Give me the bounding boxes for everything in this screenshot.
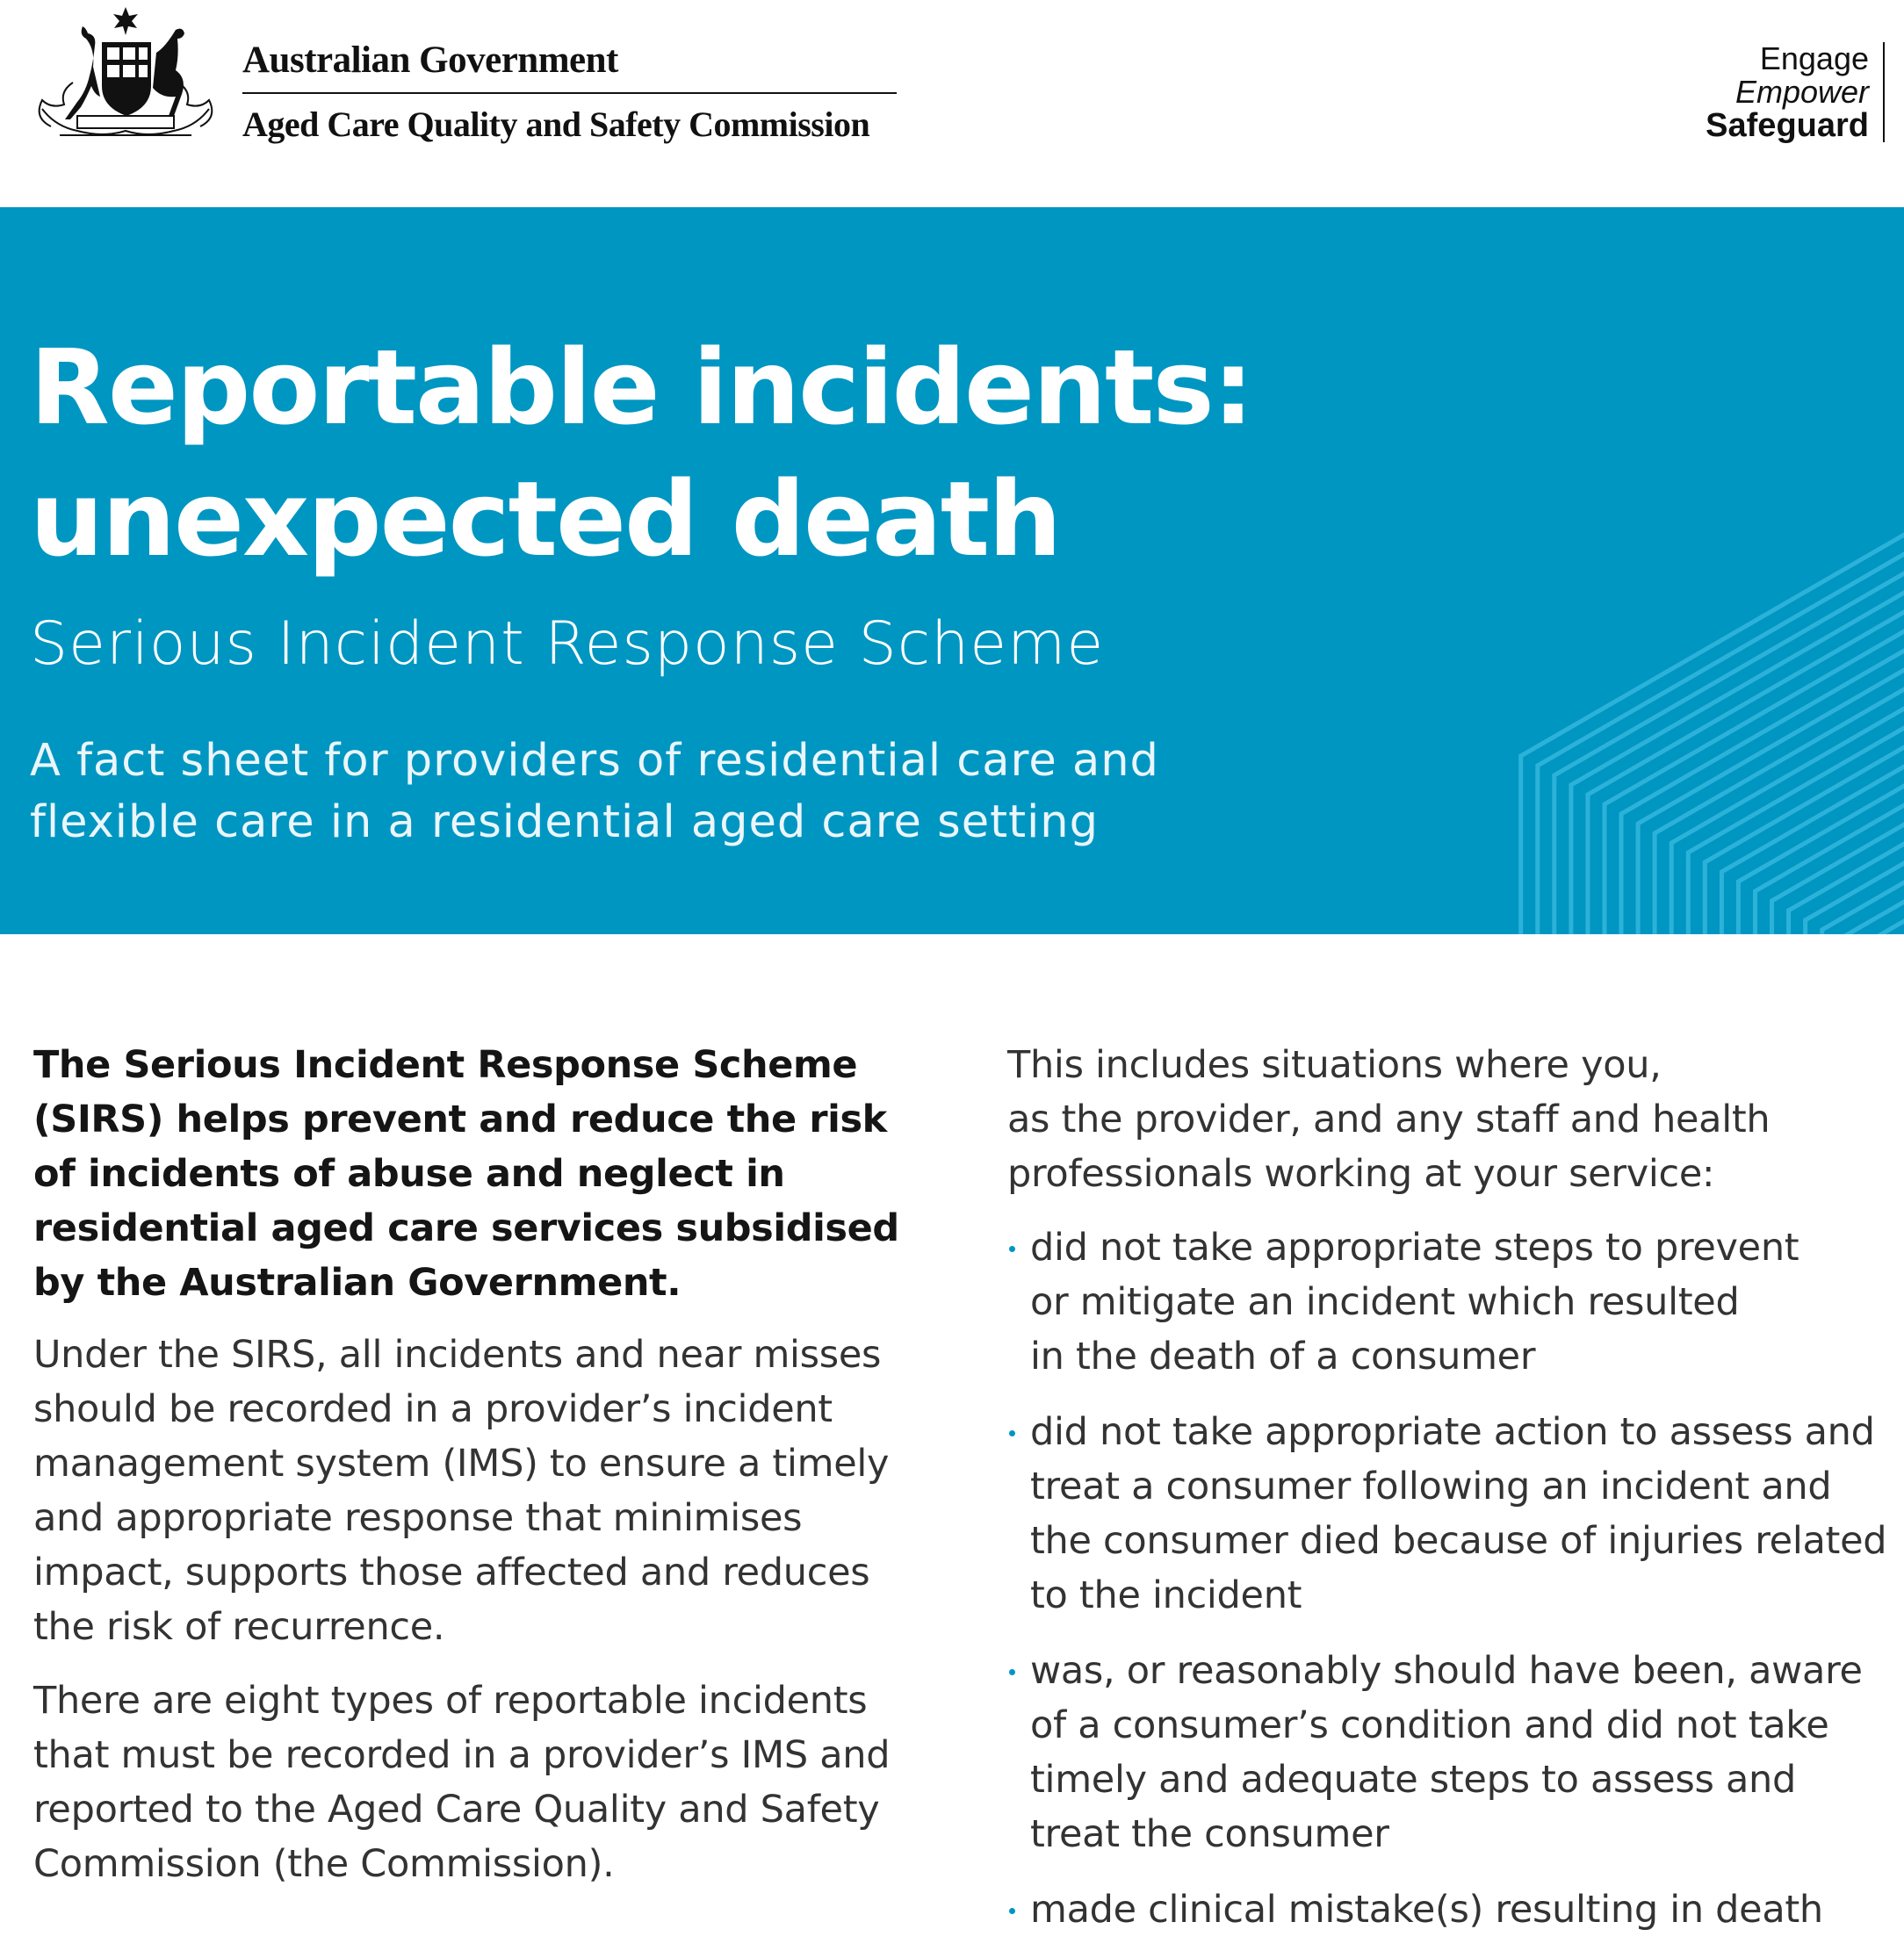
paragraph-line: impact, supports those affected and reduces xyxy=(33,1545,912,1600)
lead-line: (SIRS) helps prevent and reduce the risk xyxy=(33,1092,912,1147)
list-item-line: in the death of a consumer xyxy=(1030,1329,1894,1384)
list-item xyxy=(1007,1882,1894,1937)
paragraph-line: should be recorded in a provider’s incident xyxy=(33,1382,912,1436)
list-item-line: or mitigate an incident which resulted xyxy=(1030,1275,1894,1329)
header-divider xyxy=(242,92,897,94)
list-item-line: treat the consumer xyxy=(1030,1807,1894,1861)
list-item-line: treat a consumer following an incident and xyxy=(1030,1459,1894,1514)
title-banner xyxy=(0,207,1904,934)
scheme-subtitle: Serious Incident Response Scheme xyxy=(30,609,1104,679)
list-item xyxy=(1007,1405,1894,1623)
fact-sheet-intro xyxy=(30,731,1159,853)
list-item-line: timely and adequate steps to assess and xyxy=(1030,1753,1894,1807)
intro-line-1: A fact sheet for providers of residential care and xyxy=(30,731,1159,792)
lead-line: of incidents of abuse and neglect in xyxy=(33,1147,912,1201)
government-name: Australian Government xyxy=(242,39,618,82)
left-column xyxy=(33,1038,912,1911)
paragraph-line: that must be recorded in a provider’s IMS and xyxy=(33,1728,912,1782)
right-column xyxy=(1007,1038,1894,1958)
pattern-line xyxy=(1521,488,1904,934)
situations-intro xyxy=(1007,1038,1894,1201)
sirs-ims-paragraph xyxy=(33,1328,912,1654)
bullet-dot-icon xyxy=(1009,1669,1015,1675)
tagline-engage: Engage xyxy=(1706,42,1869,76)
list-item-line: was, or reasonably should have been, aware xyxy=(1030,1644,1894,1698)
tagline-empower: Empower xyxy=(1706,76,1869,109)
lead-line: The Serious Incident Response Scheme xyxy=(33,1038,912,1092)
paragraph-line: reported to the Aged Care Quality and Safety xyxy=(33,1782,912,1837)
title-line-1: Reportable incidents: xyxy=(30,321,1252,453)
paragraph-line: and appropriate response that minimises xyxy=(33,1491,912,1545)
paragraph-line: There are eight types of reportable incidents xyxy=(33,1674,912,1728)
incident-types-paragraph xyxy=(33,1674,912,1891)
list-item-line: the consumer died because of injuries related xyxy=(1030,1514,1894,1568)
paragraph-line: professionals working at your service: xyxy=(1007,1147,1894,1201)
pattern-line xyxy=(1721,720,1904,934)
bullet-dot-icon xyxy=(1009,1246,1015,1252)
lead-line: by the Australian Government. xyxy=(33,1256,912,1310)
list-item-line: made clinical mistake(s) resulting in death xyxy=(1030,1882,1894,1937)
paragraph-line: This includes situations where you, xyxy=(1007,1038,1894,1092)
list-item xyxy=(1007,1644,1894,1861)
list-item-line: of a consumer’s condition and did not take xyxy=(1030,1698,1894,1753)
list-item-line: did not take appropriate action to assess and xyxy=(1030,1405,1894,1459)
tagline xyxy=(1706,42,1885,142)
paragraph-line: as the provider, and any staff and health xyxy=(1007,1092,1894,1147)
list-item-line: to the incident xyxy=(1030,1568,1894,1623)
tagline-safeguard: Safeguard xyxy=(1706,109,1869,142)
commission-name: Aged Care Quality and Safety Commission xyxy=(242,104,869,145)
bullet-dot-icon xyxy=(1009,1908,1015,1914)
list-item-line: did not take appropriate steps to prevent xyxy=(1030,1220,1894,1275)
situations-list xyxy=(1007,1220,1894,1937)
paragraph-line: Under the SIRS, all incidents and near misses xyxy=(33,1328,912,1382)
coat-of-arms-icon xyxy=(25,4,227,153)
paragraph-line: Commission (the Commission). xyxy=(33,1837,912,1891)
intro-line-2: flexible care in a residential aged care setting xyxy=(30,792,1159,853)
bullet-dot-icon xyxy=(1009,1430,1015,1436)
lead-paragraph xyxy=(33,1038,912,1310)
lead-line: residential aged care services subsidised xyxy=(33,1201,912,1256)
paragraph-line: the risk of recurrence. xyxy=(33,1600,912,1654)
paragraph-line: management system (IMS) to ensure a timely xyxy=(33,1436,912,1491)
title-line-2: unexpected death xyxy=(30,453,1252,585)
list-item xyxy=(1007,1220,1894,1384)
document-title xyxy=(30,321,1252,585)
